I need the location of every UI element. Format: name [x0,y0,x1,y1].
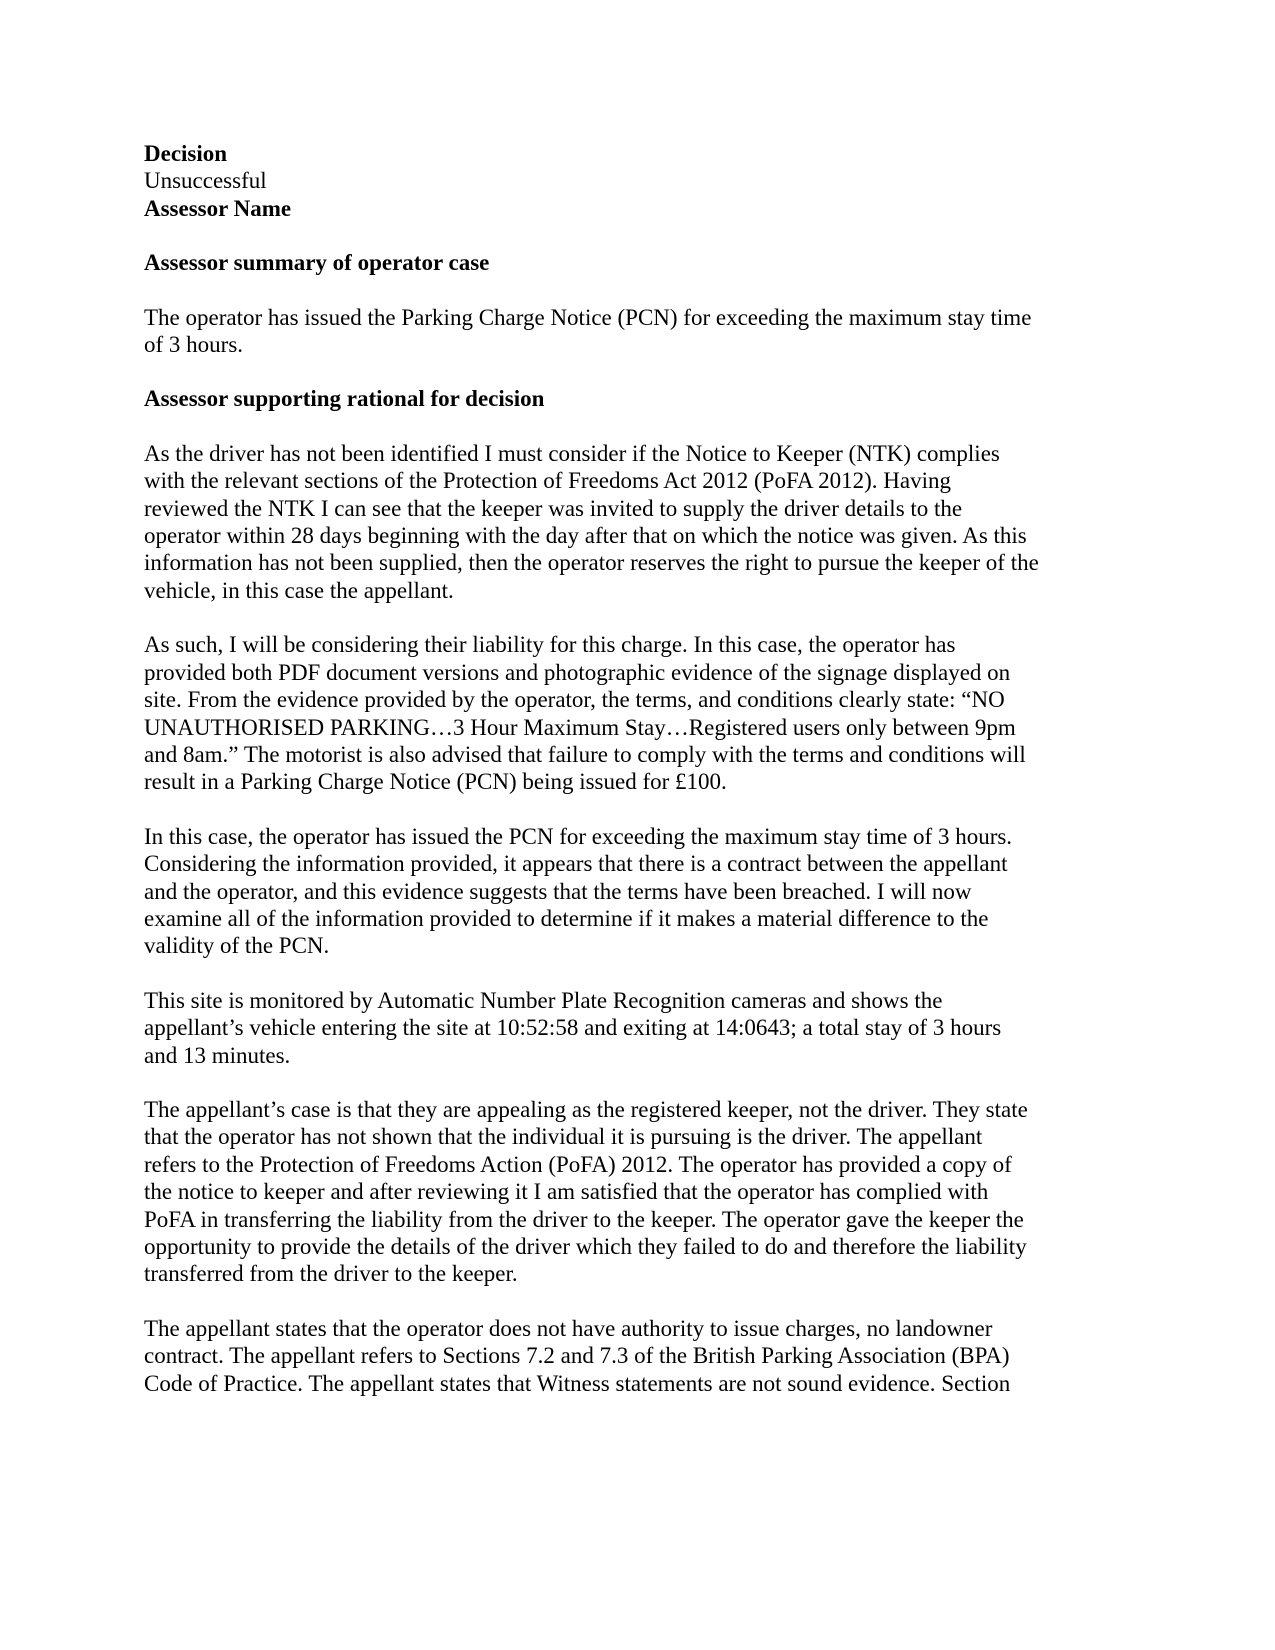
paragraph-line: vehicle, in this case the appellant. [144,577,454,603]
paragraph-line: refers to the Protection of Freedoms Action (PoFA) 2012. The operator has provided a copy of [144,1151,1012,1177]
paragraph-line: and 13 minutes. [144,1042,291,1068]
paragraph-line: UNAUTHORISED PARKING…3 Hour Maximum Stay…Registered users only between 9pm [144,714,1016,740]
paragraph-line: the notice to keeper and after reviewing it I am satisfied that the operator has complied with [144,1179,989,1205]
paragraph-line: As such, I will be considering their liability for this charge. In this case, the operator has [144,632,956,658]
decision-label: Decision [144,141,228,166]
paragraph-line: examine all of the information provided to determine if it makes a material difference to the [144,905,989,931]
paragraph-line: Code of Practice. The appellant states that Witness statements are not sound evidence. Section [144,1370,1011,1396]
paragraph-notice-to-keeper [144,440,1079,604]
paragraph-line: The appellant’s case is that they are appealing as the registered keeper, not the driver. They state [144,1096,1028,1122]
rational-heading: Assessor supporting rational for decision [144,386,545,412]
paragraph-line: Considering the information provided, it appears that there is a contract between the appellant [144,851,1008,877]
document-page [144,140,1079,1397]
paragraph-contract [144,823,1079,960]
paragraph-line: operator within 28 days beginning with the day after that on which the notice was given. As this [144,523,1027,549]
paragraph-line: transferred from the driver to the keeper. [144,1261,518,1287]
paragraph-line: The appellant states that the operator does not have authority to issue charges, no landowner [144,1315,993,1341]
paragraph-line: site. From the evidence provided by the operator, the terms, and conditions clearly state: “NO [144,687,1005,713]
paragraph-line: reviewed the NTK I can see that the keeper was invited to supply the driver details to the [144,495,963,521]
paragraph-line: As the driver has not been identified I must consider if the Notice to Keeper (NTK) complies [144,440,1000,466]
paragraph-line: validity of the PCN. [144,933,330,959]
paragraph-line: provided both PDF document versions and photographic evidence of the signage displayed on [144,659,1011,685]
paragraph-anpr [144,987,1079,1069]
decision-value: Unsuccessful [144,168,267,194]
paragraph-line: PoFA in transferring the liability from the driver to the keeper. The operator gave the keeper the [144,1206,1024,1232]
paragraph-liability [144,631,1079,795]
paragraph-line: appellant’s vehicle entering the site at 10:52:58 and exiting at 14:0643; a total stay of 3 hours [144,1015,1002,1041]
paragraph-line: and the operator, and this evidence suggests that the terms have been breached. I will now [144,878,972,904]
paragraph-line: and 8am.” The motorist is also advised that failure to comply with the terms and conditions will [144,741,1026,767]
paragraph-line: In this case, the operator has issued the PCN for exceeding the maximum stay time of 3 hours. [144,823,1013,849]
paragraph-line: that the operator has not shown that the individual it is pursuing is the driver. The appellant [144,1124,983,1150]
paragraph-line: The operator has issued the Parking Charge Notice (PCN) for exceeding the maximum stay time [144,304,1032,330]
paragraph-appellant-case [144,1096,1079,1288]
operator-summary-heading: Assessor summary of operator case [144,250,490,276]
paragraph-line: contract. The appellant refers to Sections 7.2 and 7.3 of the British Parking Association (BPA) [144,1343,1010,1369]
paragraph-line: of 3 hours. [144,332,244,358]
paragraph-line: opportunity to provide the details of the driver which they failed to do and therefore the liability [144,1234,1027,1259]
paragraph-line: information has not been supplied, then the operator reserves the right to pursue the keeper of the [144,550,1039,576]
paragraph-landowner-authority [144,1315,1079,1397]
paragraph-line: result in a Parking Charge Notice (PCN) being issued for £100. [144,769,727,795]
paragraph-line: with the relevant sections of the Protection of Freedoms Act 2012 (PoFA 2012). Having [144,468,951,494]
operator-summary-paragraph [144,304,1079,359]
assessor-name-label: Assessor Name [144,195,292,221]
paragraph-line: This site is monitored by Automatic Number Plate Recognition cameras and shows the [144,987,943,1013]
